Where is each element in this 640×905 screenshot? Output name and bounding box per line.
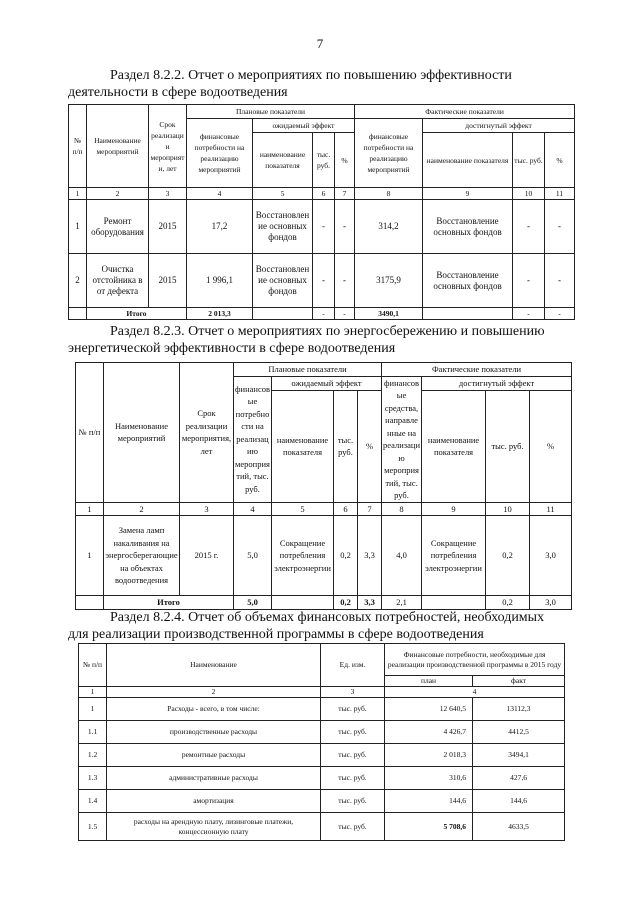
header-cell: % (358, 390, 382, 502)
cell-fin-actual: 3175,9 (355, 254, 423, 308)
cell-fact: 4633,5 (473, 813, 565, 841)
total-rub-actual: - (513, 308, 545, 320)
header-cell: Плановые показатели (187, 105, 355, 119)
table-row (69, 200, 575, 254)
col-number: 6 (313, 188, 335, 200)
header-cell: Наименование (107, 644, 321, 687)
col-number: 9 (422, 502, 486, 516)
empty-cell (422, 596, 486, 610)
cell-no: 1.5 (79, 813, 107, 841)
cell-term: 2015 (149, 254, 187, 308)
header-cell: Плановые показатели (234, 363, 382, 377)
cell-name: Очистка отстойника в от дефекта (87, 254, 149, 308)
cell-fin: 17,2 (187, 200, 253, 254)
col-number: 1 (76, 502, 104, 516)
header-cell: Срок реализации мероприятия, лет (180, 363, 234, 503)
table-row (69, 254, 575, 308)
section-823-heading-line1: Раздел 8.2.3. Отчет о мероприятиях по энергосбережению и повышению (110, 324, 545, 339)
header-cell: финансовые средства, направленные на реализацию мероприятий, тыс. руб. (383, 377, 421, 500)
total-fin-actual: 3490,1 (355, 308, 423, 320)
header-cell: № п/п (79, 644, 107, 687)
cell-plan: 2 018,3 (385, 744, 473, 767)
cell-unit: тыс. руб. (321, 721, 385, 744)
section-824-heading (68, 609, 572, 643)
cell-plan: 12 640,5 (385, 698, 473, 721)
cell-plan: 4 426,7 (385, 721, 473, 744)
col-number: 11 (530, 502, 572, 516)
total-label: Итого (104, 596, 234, 610)
cell-fact: 144,6 (473, 790, 565, 813)
col-number: 3 (149, 188, 187, 200)
col-number: 6 (334, 502, 358, 516)
cell-pct-actual: - (545, 254, 575, 308)
table-row (76, 516, 572, 596)
total-rub: - (313, 308, 335, 320)
header-cell: Наименование мероприятий (104, 363, 180, 503)
cell-rub: - (313, 254, 335, 308)
section-824-heading-line2: для реализации производственной программы в сфере водоотведения (68, 627, 484, 642)
cell-rub-actual: - (513, 254, 545, 308)
header-cell: тыс. руб. (486, 390, 530, 502)
section-823-heading (68, 323, 572, 357)
table-823 (75, 362, 572, 610)
cell-no: 1 (76, 516, 104, 596)
cell-plan: 144,6 (385, 790, 473, 813)
total-pct: 3,3 (358, 596, 382, 610)
cell-name: производственные расходы (107, 721, 321, 744)
cell-indicator: Восстановление основных фондов (253, 254, 313, 308)
header-cell: Срок реализации мероприяти, лет (149, 105, 187, 188)
header-cell: наименование показателя (423, 133, 513, 188)
cell-no: 1.1 (79, 721, 107, 744)
cell-unit: тыс. руб. (321, 767, 385, 790)
header-cell: Ед. изм. (321, 644, 385, 687)
header-cell: достигнутый эффект (423, 119, 575, 133)
header-cell: ожидаемый эффект (272, 376, 382, 390)
total-fin: 5,0 (234, 596, 272, 610)
section-822-heading-line1: Раздел 8.2.2. Отчет о мероприятиях по повышению эффективности (110, 68, 512, 83)
cell-pct: 3,3 (358, 516, 382, 596)
col-number: 5 (272, 502, 334, 516)
cell-plan: 5 708,6 (385, 813, 473, 841)
cell-pct: - (335, 254, 355, 308)
cell-indicator-actual: Сокращение потребления электроэнергии (422, 516, 486, 596)
cell-fin: 1 996,1 (187, 254, 253, 308)
cell-unit: тыс. руб. (321, 744, 385, 767)
header-cell: № п/п (76, 363, 104, 503)
cell-name: ремонтные расходы (107, 744, 321, 767)
header-cell: Фактические показатели (355, 105, 575, 119)
cell-rub: - (313, 200, 335, 254)
cell-no: 1 (79, 698, 107, 721)
cell-fact: 13112,3 (473, 698, 565, 721)
header-cell: план (385, 676, 473, 687)
header-cell: Наименование мероприятий (87, 105, 149, 188)
header-cell: финансовые потребности на реализацию мероприятий (187, 119, 253, 188)
empty-cell (423, 308, 513, 320)
column-number-row (69, 188, 575, 200)
header-cell: достигнутый эффект (422, 376, 572, 390)
section-823-heading-line2: энергетической эффективности в сфере водоотведения (68, 341, 396, 356)
cell-pct-actual: 3,0 (530, 516, 572, 596)
table-row (79, 790, 565, 813)
col-number: 3 (180, 502, 234, 516)
cell-indicator-actual: Восстановление основных фондов (423, 200, 513, 254)
column-number-row (76, 502, 572, 516)
cell-no: 1.4 (79, 790, 107, 813)
cell-pct: - (335, 200, 355, 254)
col-number: 10 (486, 502, 530, 516)
empty-cell (272, 596, 334, 610)
cell-pct-actual: - (545, 200, 575, 254)
section-822-heading-line2: деятельности в сфере водоотведения (68, 85, 288, 100)
total-fin-actual: 2,1 (382, 596, 422, 610)
total-label: Итого (87, 308, 187, 320)
total-rub-actual: 0,2 (486, 596, 530, 610)
cell-unit: тыс. руб. (321, 698, 385, 721)
col-number: 2 (87, 188, 149, 200)
total-pct-actual: - (545, 308, 575, 320)
col-number: 2 (107, 687, 321, 698)
total-row (69, 308, 575, 320)
header-cell: финансовые потребности на реализацию мероприятий (355, 119, 423, 188)
cell-rub-actual: - (513, 200, 545, 254)
col-number: 8 (382, 502, 422, 516)
cell-name: расходы на арендную плату, лизинговые платежи, концессионную плату (107, 813, 321, 841)
col-number: 10 (513, 188, 545, 200)
col-number: 2 (104, 502, 180, 516)
empty-cell (76, 596, 104, 610)
cell-fact: 427,6 (473, 767, 565, 790)
total-rub: 0,2 (334, 596, 358, 610)
table-824 (78, 643, 565, 841)
header-cell: наименование показателя (253, 133, 313, 188)
cell-fin-actual: 314,2 (355, 200, 423, 254)
cell-fact: 3494,1 (473, 744, 565, 767)
col-number: 1 (79, 687, 107, 698)
col-number: 5 (253, 188, 313, 200)
col-number: 1 (69, 188, 87, 200)
table-row (79, 721, 565, 744)
page-number: 7 (316, 36, 324, 51)
cell-name: Расходы - всего, в том числе: (107, 698, 321, 721)
empty-cell (253, 308, 313, 320)
header-cell: тыс. руб. (513, 133, 545, 188)
cell-fin: 5,0 (234, 516, 272, 596)
header-cell: % (530, 390, 572, 502)
cell-no: 1.3 (79, 767, 107, 790)
header-cell: факт (473, 676, 565, 687)
cell-indicator: Сокращение потребления электроэнергии (272, 516, 334, 596)
section-822-heading (68, 67, 572, 101)
table-row (79, 744, 565, 767)
cell-indicator: Восстановление основных фондов (253, 200, 313, 254)
header-cell: финансовые потребности на реализацию мероприятий, тыс. руб. (234, 376, 272, 502)
table-row (79, 767, 565, 790)
col-number: 9 (423, 188, 513, 200)
section-824-heading-line1: Раздел 8.2.4. Отчет об объемах финансовых потребностей, необходимых (110, 610, 545, 625)
cell-term: 2015 г. (180, 516, 234, 596)
header-cell: Финансовые потребности, необходимые для реализации производственной программы в 2015 году (385, 644, 565, 676)
table-822 (68, 104, 575, 320)
header-cell: % (335, 133, 355, 188)
col-number: 4 (187, 188, 253, 200)
header-cell: наименование показателя (272, 390, 334, 502)
total-row (76, 596, 572, 610)
cell-plan: 310,6 (385, 767, 473, 790)
col-number: 11 (545, 188, 575, 200)
header-cell: тыс. руб. (334, 390, 358, 502)
total-fin: 2 013,3 (187, 308, 253, 320)
cell-unit: тыс. руб. (321, 790, 385, 813)
col-number: 3 (321, 687, 385, 698)
cell-no: 2 (69, 254, 87, 308)
header-cell: % (545, 133, 575, 188)
cell-no: 1 (69, 200, 87, 254)
empty-cell (69, 308, 87, 320)
header-cell: наименование показателя (422, 390, 486, 502)
cell-unit: тыс. руб. (321, 813, 385, 841)
col-number: 8 (355, 188, 423, 200)
total-pct-actual: 3,0 (530, 596, 572, 610)
cell-name: Замена ламп накаливания на энергосберегающие на объектах водоотведения (104, 516, 180, 596)
column-number-row (79, 687, 565, 698)
table-row (79, 698, 565, 721)
cell-name: административные расходы (107, 767, 321, 790)
header-cell: № п/п (69, 105, 87, 188)
col-number: 4 (234, 502, 272, 516)
col-number: 7 (358, 502, 382, 516)
cell-name: амортизация (107, 790, 321, 813)
cell-term: 2015 (149, 200, 187, 254)
cell-no: 1.2 (79, 744, 107, 767)
cell-indicator-actual: Восстановление основных фондов (423, 254, 513, 308)
total-pct: - (335, 308, 355, 320)
col-number: 7 (335, 188, 355, 200)
cell-rub-actual: 0,2 (486, 516, 530, 596)
cell-name: Ремонт оборудования (87, 200, 149, 254)
cell-fact: 4412,5 (473, 721, 565, 744)
cell-rub: 0,2 (334, 516, 358, 596)
cell-fin-actual: 4,0 (382, 516, 422, 596)
table-row (79, 813, 565, 841)
header-cell: ожидаемый эффект (253, 119, 355, 133)
header-cell: тыс. руб. (313, 133, 335, 188)
header-cell: Фактические показатели (382, 363, 572, 377)
col-number: 4 (385, 687, 565, 698)
